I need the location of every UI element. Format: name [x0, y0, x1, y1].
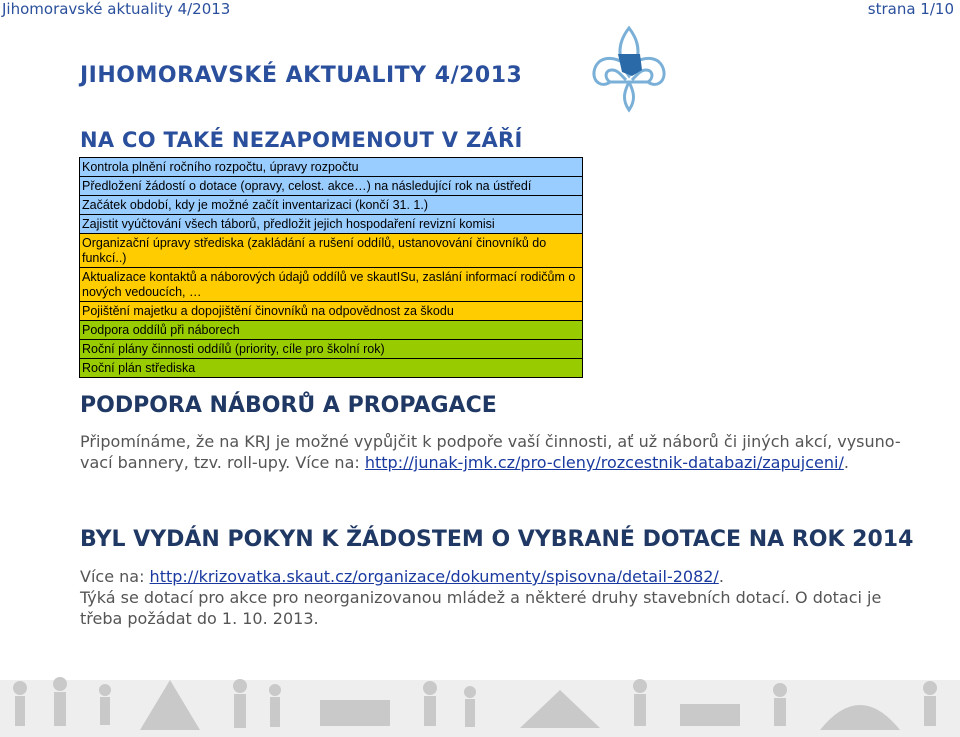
recruitment-text-suffix: .: [843, 453, 849, 472]
checklist-item: Aktualizace kontaktů a náborových údajů oddílů ve skautISu, zaslání informací rodičům o nových vedoucích, …: [80, 268, 582, 302]
grants-text-line3: třeba požádat do 1. 10. 2013.: [80, 609, 319, 628]
grants-guideline-link[interactable]: http://krizovatka.skaut.cz/organizace/dokumenty/spisovna/detail-2082/: [149, 567, 719, 586]
recruitment-text-prefix: vací bannery, tzv. roll-upy. Více na:: [80, 453, 365, 472]
newsletter-title: JIHOMORAVSKÉ AKTUALITY 4/2013: [80, 63, 523, 88]
recruitment-paragraph: [80, 431, 960, 473]
section-heading-september: NA CO TAKÉ NEZAPOMENOUT V ZÁŘÍ: [80, 128, 523, 152]
checklist-item: Zajistit vyúčtování všech táborů, předložit jejich hospodaření revizní komisi: [80, 215, 582, 234]
grants-text-line1: [80, 566, 960, 587]
checklist-item: Kontrola plnění ročního rozpočtu, úpravy rozpočtu: [80, 158, 582, 177]
grants-paragraph: [80, 566, 960, 629]
page-header: [0, 0, 960, 18]
recruitment-text-line2: [80, 452, 960, 473]
checklist-item: Začátek období, kdy je možné začít inventarizaci (končí 31. 1.): [80, 196, 582, 215]
checklist-item: Roční plán střediska: [80, 359, 582, 377]
checklist-item: Organizační úpravy střediska (zakládání a rušení oddílů, ustanovování činovníků do funkcí..): [80, 234, 582, 268]
scout-fleur-de-lis-logo: [588, 24, 670, 114]
section-heading-grants: BYL VYDÁN POKYN K ŽÁDOSTEM O VYBRANÉ DOTACE NA ROK 2014: [80, 527, 914, 552]
grants-text-suffix: .: [718, 567, 724, 586]
checklist-item: Pojištění majetku a dopojištění činovníků na odpovědnost za škodu: [80, 302, 582, 321]
section-heading-recruitment: PODPORA NÁBORŮ A PROPAGACE: [80, 393, 497, 418]
rollup-loan-link[interactable]: http://junak-jmk.cz/pro-cleny/rozcestnik-databazi/zapujceni/: [364, 453, 844, 472]
scout-activities-silhouette-strip: [0, 660, 960, 737]
grants-text-line2: Týká se dotací pro akce pro neorganizovanou mládež a některé druhy stavebních dotací. O dotaci je: [80, 588, 882, 607]
checklist-item: Roční plány činnosti oddílů (priority, cíle pro školní rok): [80, 340, 582, 359]
september-checklist-table: [79, 157, 583, 378]
header-title: Jihomoravské aktuality 4/2013: [2, 0, 231, 18]
grants-text-prefix: Více na:: [80, 567, 150, 586]
checklist-item: Podpora oddílů při náborech: [80, 321, 582, 340]
page-number: strana 1/10: [867, 0, 954, 18]
checklist-item: Předložení žádostí o dotace (opravy, celost. akce…) na následující rok na ústředí: [80, 177, 582, 196]
recruitment-text-line1: Připomínáme, že na KRJ je možné vypůjčit k podpoře vaší činnosti, ať už náborů či jiných akcí, vysuno-: [80, 432, 901, 451]
